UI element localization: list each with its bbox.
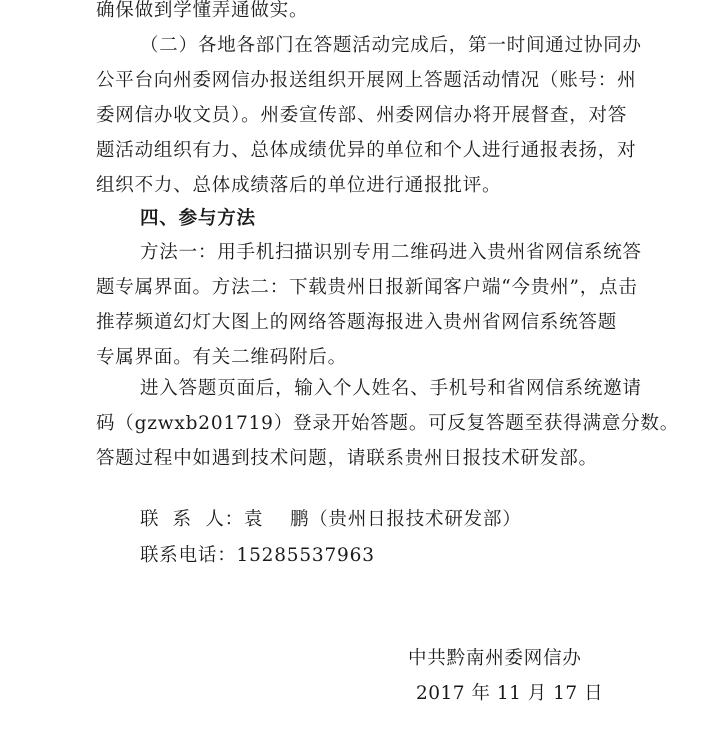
para2-line-1: （二）各地各部门在答题活动完成后，第一时间通过协同办 [140, 35, 642, 56]
para2-line-2: 公平台向州委网信办报送组织开展网上答题活动情况（账号：州 [96, 70, 637, 91]
section-4-heading: 四、参与方法 [140, 208, 256, 229]
para2-line-3: 委网信办收文员）。州委宣传部、州委网信办将开展督查，对答 [96, 105, 628, 126]
para2-line-5: 组织不力、总体成绩落后的单位进行通报批评。 [96, 175, 502, 196]
signature-org: 中共黔南州委网信办 [408, 648, 582, 669]
para3-line-2: 题专属界面。方法二：下载贵州日报新闻客户端“今贵州”，点击 [96, 277, 638, 298]
contact-person: 联 系 人：袁 鹏（贵州日报技术研发部） [140, 509, 522, 530]
para2-line-4: 题活动组织有力、总体成绩优异的单位和个人进行通报表扬，对 [96, 140, 637, 161]
signature-date: 2017 年 11 月 17 日 [416, 683, 604, 704]
para3-line-3: 推荐频道幻灯大图上的网络答题海报进入贵州省网信系统答题 [96, 312, 618, 333]
para4-line-3: 答题过程中如遇到技术问题，请联系贵州日报技术研发部。 [96, 448, 598, 469]
contact-phone: 联系电话：15285537963 [140, 545, 375, 566]
para4-line-2: 码（gzwxb201719）登录开始答题。可反复答题至获得满意分数。 [96, 413, 680, 434]
intro-tail-line: 确保做到学懂弄通做实。 [96, 0, 309, 21]
para4-line-1: 进入答题页面后，输入个人姓名、手机号和省网信系统邀请 [140, 378, 642, 399]
para3-line-4: 专属界面。有关二维码附后。 [96, 347, 347, 368]
para3-line-1: 方法一：用手机扫描识别专用二维码进入贵州省网信系统答 [140, 242, 642, 263]
